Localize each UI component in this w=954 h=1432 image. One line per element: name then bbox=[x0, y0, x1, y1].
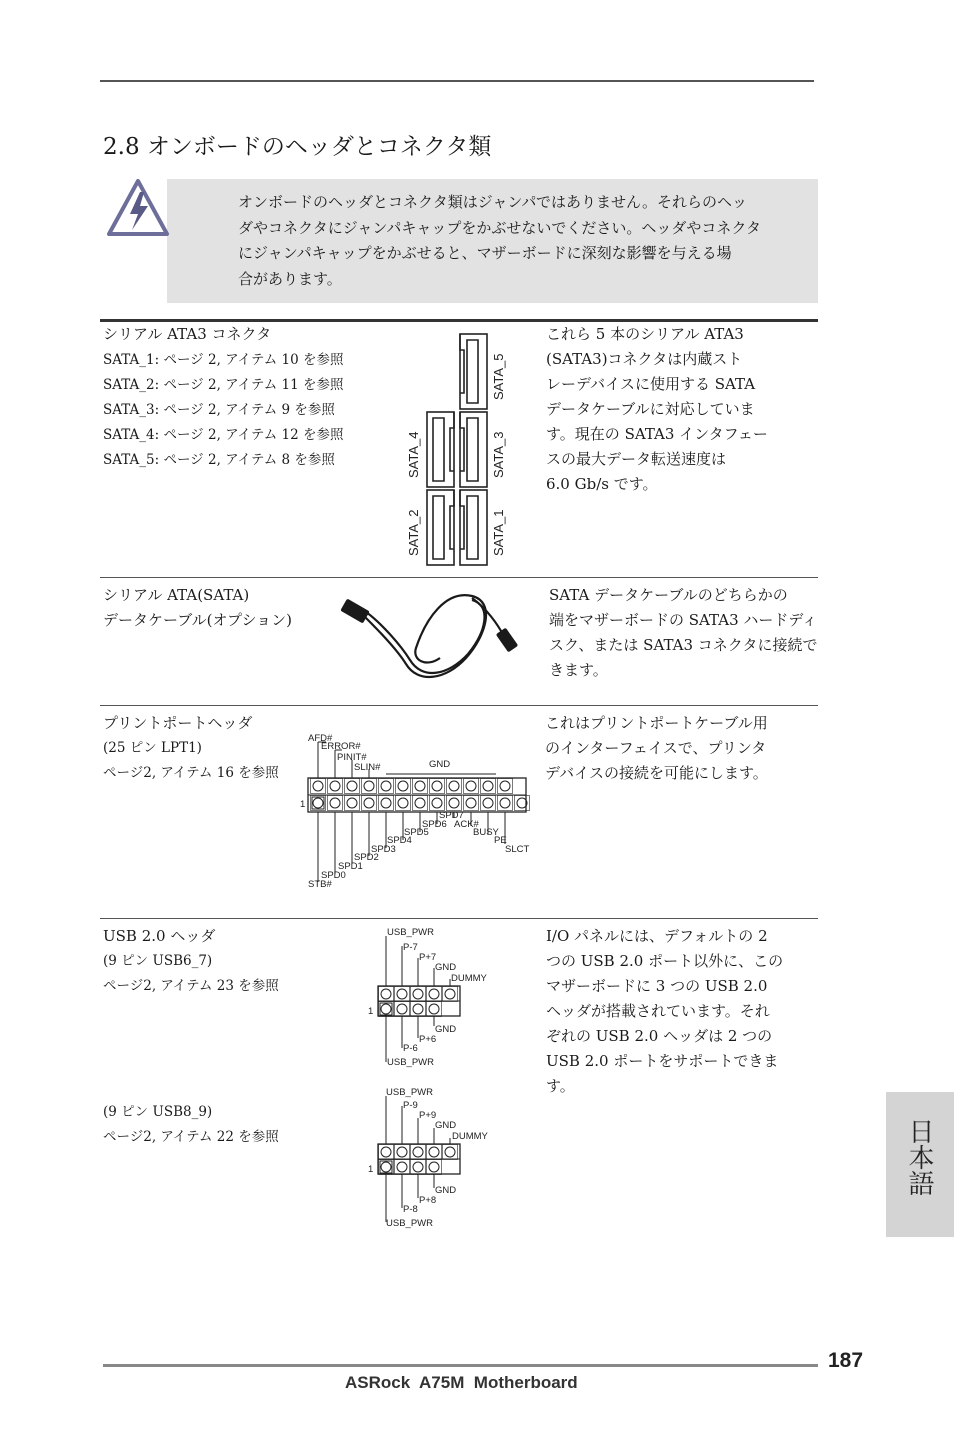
header-pin bbox=[500, 781, 510, 791]
lpt-section-rule bbox=[100, 705, 818, 706]
header-pin bbox=[397, 1162, 407, 1172]
lpt-label-gnd: GND bbox=[429, 759, 451, 770]
header-pin bbox=[330, 798, 340, 808]
header-pin bbox=[483, 798, 493, 808]
usb-section-rule bbox=[100, 918, 818, 919]
lpt-label-spd4: SPD4 bbox=[387, 835, 412, 846]
sata-item: SATA_5: ページ 2, アイテム 8 を参照 bbox=[103, 452, 335, 468]
cable-description bbox=[549, 583, 818, 683]
lpt-label-spd0: SPD0 bbox=[321, 870, 346, 881]
lpt-reference: ページ2, アイテム 16 を参照 bbox=[103, 765, 279, 781]
lpt-label-error: ERROR# bbox=[321, 741, 361, 752]
usb-h1-reference: ページ2, アイテム 23 を参照 bbox=[103, 978, 279, 994]
sata-desc-line: す。現在の SATA3 インタフェー bbox=[546, 425, 768, 443]
header-pin bbox=[429, 1162, 439, 1172]
sata-item-list bbox=[103, 348, 344, 473]
sata2-label: SATA_2 bbox=[406, 509, 421, 556]
lpt-label-spd2: SPD2 bbox=[354, 852, 379, 863]
header-pin bbox=[381, 1162, 391, 1172]
header-pin bbox=[466, 798, 476, 808]
lpt-label-pinit: PINIT# bbox=[337, 752, 367, 763]
usb67-label-p-7: P-7 bbox=[403, 942, 418, 953]
header-pin bbox=[381, 798, 391, 808]
usb67-label-p-6: P-6 bbox=[403, 1043, 418, 1054]
usb89-label-p+8: P+8 bbox=[419, 1195, 437, 1206]
lpt-label-slin: SLIN# bbox=[354, 762, 381, 773]
sata1-label: SATA_1 bbox=[491, 509, 506, 556]
warning-line: 合があります。 bbox=[238, 269, 342, 288]
lpt-subheading: (25 ピン LPT1) bbox=[103, 740, 202, 756]
warning-lightning-icon bbox=[106, 178, 170, 238]
usb89-label-usbpwr-bottom: USB_PWR bbox=[386, 1218, 433, 1229]
usb-desc-line: す。 bbox=[546, 1077, 575, 1095]
usb67-pin1-label: 1 bbox=[368, 1006, 374, 1017]
sata-desc-line: レーデバイスに使用する SATA bbox=[546, 375, 756, 393]
header-pin bbox=[429, 989, 439, 999]
usb67-label-usbpwr-top: USB_PWR bbox=[387, 927, 434, 938]
usb89-header-diagram bbox=[364, 1084, 504, 1230]
header-pin bbox=[415, 798, 425, 808]
header-pin bbox=[429, 1147, 439, 1157]
sata5-label: SATA_5 bbox=[491, 353, 506, 400]
lpt-label-spd5: SPD5 bbox=[404, 827, 429, 838]
footer-rule bbox=[103, 1364, 818, 1367]
usb-desc-line: USB 2.0 ポートをサポートできま bbox=[546, 1052, 779, 1070]
sata3-connector bbox=[460, 412, 487, 487]
sata3-label: SATA_3 bbox=[491, 431, 506, 478]
page-number: 187 bbox=[828, 1349, 864, 1372]
header-pin bbox=[449, 781, 459, 791]
header-pin bbox=[398, 798, 408, 808]
header-pin bbox=[413, 1004, 423, 1014]
header-pin bbox=[413, 989, 423, 999]
header-pin bbox=[364, 798, 374, 808]
header-pin bbox=[413, 1162, 423, 1172]
language-side-tab-label: 日本語 bbox=[904, 1118, 934, 1196]
cable-heading bbox=[103, 583, 292, 633]
usb-desc-line: マザーボードに 3 つの USB 2.0 bbox=[546, 977, 768, 995]
usb-h2-subheading: (9 ピン USB8_9) bbox=[103, 1104, 213, 1120]
lpt-label-ack: ACK# bbox=[454, 819, 479, 830]
section-title: 2.8 オンボードのヘッダとコネクタ類 bbox=[103, 134, 492, 160]
header-pin bbox=[432, 781, 442, 791]
warning-line: ダやコネクタにジャンパキャップをかぶせないでください。ヘッダやコネクタ bbox=[238, 218, 762, 237]
usb-h1-subheading: (9 ピン USB6_7) bbox=[103, 953, 213, 969]
header-pin bbox=[397, 1004, 407, 1014]
usb-desc-line: ぞれの USB 2.0 ヘッダは 2 つの bbox=[546, 1027, 773, 1045]
usb89-label-usbpwr-top: USB_PWR bbox=[386, 1087, 433, 1098]
sata-item: SATA_2: ページ 2, アイテム 11 を参照 bbox=[103, 377, 344, 393]
usb-heading: USB 2.0 ヘッダ bbox=[103, 927, 216, 945]
header-pin bbox=[330, 781, 340, 791]
sata-item: SATA_3: ページ 2, アイテム 9 を参照 bbox=[103, 402, 335, 418]
top-rule bbox=[100, 80, 814, 82]
pin-1-square bbox=[312, 797, 324, 809]
usb89-label-dummy: DUMMY bbox=[452, 1131, 488, 1142]
header-pin bbox=[381, 1004, 391, 1014]
sata4-connector bbox=[427, 412, 454, 487]
pin-1-square bbox=[380, 1161, 392, 1173]
lpt-desc-line: これはプリントポートケーブル用 bbox=[545, 714, 768, 732]
header-pin bbox=[313, 798, 323, 808]
lpt-heading: プリントポートヘッダ bbox=[103, 714, 253, 732]
lpt-label-busy: BUSY bbox=[473, 827, 499, 838]
usb-desc-line: ヘッダが搭載されています。それ bbox=[546, 1002, 770, 1020]
lpt-header-diagram bbox=[296, 730, 536, 892]
sata-item: SATA_4: ページ 2, アイテム 12 を参照 bbox=[103, 427, 344, 443]
usb89-label-p-9: P-9 bbox=[403, 1100, 418, 1111]
header-pin bbox=[500, 798, 510, 808]
usb-description bbox=[546, 924, 783, 1099]
header-pin bbox=[445, 1147, 455, 1157]
lpt-label-slct: SLCT bbox=[505, 844, 530, 855]
sata-item: SATA_1: ページ 2, アイテム 10 を参照 bbox=[103, 352, 344, 368]
sata-connectors-diagram bbox=[400, 328, 520, 568]
sata-desc-line: (SATA3)コネクタは内蔵スト bbox=[546, 350, 743, 368]
header-pin bbox=[483, 781, 493, 791]
header-pin bbox=[381, 989, 391, 999]
pin-1-square bbox=[380, 1003, 392, 1015]
cable-heading-line: データケーブル(オプション) bbox=[103, 611, 293, 629]
usb67-header-diagram bbox=[364, 924, 504, 1070]
sata-description bbox=[546, 322, 768, 497]
usb89-label-p-8: P-8 bbox=[403, 1204, 418, 1215]
lpt-pin1-label: 1 bbox=[300, 799, 306, 810]
usb67-label-p+7: P+7 bbox=[419, 952, 437, 963]
usb-desc-line: つの USB 2.0 ポート以外に、この bbox=[546, 952, 784, 970]
header-pin bbox=[397, 1147, 407, 1157]
header-pin bbox=[413, 1147, 423, 1157]
header-pin bbox=[313, 781, 323, 791]
header-pin bbox=[415, 781, 425, 791]
warning-line: オンボードのヘッダとコネクタ類はジャンパではありません。それらのヘッ bbox=[238, 193, 747, 211]
usb89-pin1-label: 1 bbox=[368, 1164, 374, 1175]
sata4-label: SATA_4 bbox=[406, 431, 421, 478]
cable-desc-line: スク、または SATA3 コネクタに接続で bbox=[549, 636, 818, 654]
sata5-connector bbox=[460, 334, 487, 409]
lpt-desc-line: デバイスの接続を可能にします。 bbox=[545, 764, 768, 782]
usb89-label-gnd-top: GND bbox=[435, 1120, 457, 1131]
header-pin bbox=[381, 1147, 391, 1157]
usb-desc-line: I/O パネルには、デフォルトの 2 bbox=[546, 927, 768, 945]
usb67-label-gnd-top: GND bbox=[435, 962, 457, 973]
lpt-desc-line: のインターフェイスで、プリンタ bbox=[545, 739, 767, 757]
header-pin bbox=[449, 798, 459, 808]
lpt-description bbox=[545, 711, 768, 786]
header-pin bbox=[429, 1004, 439, 1014]
usb89-label-gnd-bottom: GND bbox=[435, 1185, 457, 1196]
lpt-label-pe: PE bbox=[494, 835, 507, 846]
usb-h2-reference: ページ2, アイテム 22 を参照 bbox=[103, 1129, 279, 1145]
warning-line: にジャンパキャップをかぶせると、マザーボードに深刻な影響を与える場 bbox=[238, 244, 732, 262]
header-pin bbox=[347, 798, 357, 808]
cable-section-rule bbox=[100, 577, 818, 578]
header-pin bbox=[432, 798, 442, 808]
sata1-connector bbox=[460, 490, 487, 565]
header-pin bbox=[381, 781, 391, 791]
warning-text bbox=[238, 190, 808, 292]
lpt-label-afd: AFD# bbox=[308, 733, 333, 744]
header-pin bbox=[364, 781, 374, 791]
cable-desc-line: きます。 bbox=[549, 661, 608, 679]
sata-desc-line: スの最大データ転送速度は bbox=[546, 450, 727, 468]
usb67-label-dummy: DUMMY bbox=[451, 973, 487, 984]
lpt-label-spd7: SPD7 bbox=[439, 810, 464, 821]
sata-desc-line: これら 5 本のシリアル ATA3 bbox=[546, 325, 744, 343]
header-pin bbox=[347, 781, 357, 791]
cable-desc-line: 端をマザーボードの SATA3 ハードディ bbox=[549, 611, 818, 629]
lpt-label-spd1: SPD1 bbox=[338, 861, 363, 872]
lpt-label-spd3: SPD3 bbox=[371, 844, 396, 855]
sata-desc-line: 6.0 Gb/s です。 bbox=[546, 475, 658, 493]
sata-desc-line: データケーブルに対応していま bbox=[546, 400, 755, 418]
header-pin bbox=[397, 989, 407, 999]
footer-product-name: ASRock A75M Motherboard bbox=[345, 1373, 578, 1392]
usb67-label-usbpwr-bottom: USB_PWR bbox=[387, 1057, 434, 1068]
sata2-connector bbox=[427, 490, 454, 565]
header-pin bbox=[466, 781, 476, 791]
header-pin bbox=[445, 989, 455, 999]
usb67-label-p+6: P+6 bbox=[419, 1034, 437, 1045]
lpt-label-stb: STB# bbox=[308, 879, 332, 890]
cable-desc-line: SATA データケーブルのどちらかの bbox=[549, 586, 788, 604]
usb67-label-gnd-bottom: GND bbox=[435, 1024, 457, 1035]
sata-heading: シリアル ATA3 コネクタ bbox=[103, 325, 272, 343]
cable-heading-line: シリアル ATA(SATA) bbox=[103, 586, 250, 604]
lpt-label-spd6: SPD6 bbox=[422, 819, 447, 830]
sata-cable-image bbox=[336, 588, 526, 688]
usb89-label-p+9: P+9 bbox=[419, 1110, 437, 1121]
header-pin bbox=[398, 781, 408, 791]
